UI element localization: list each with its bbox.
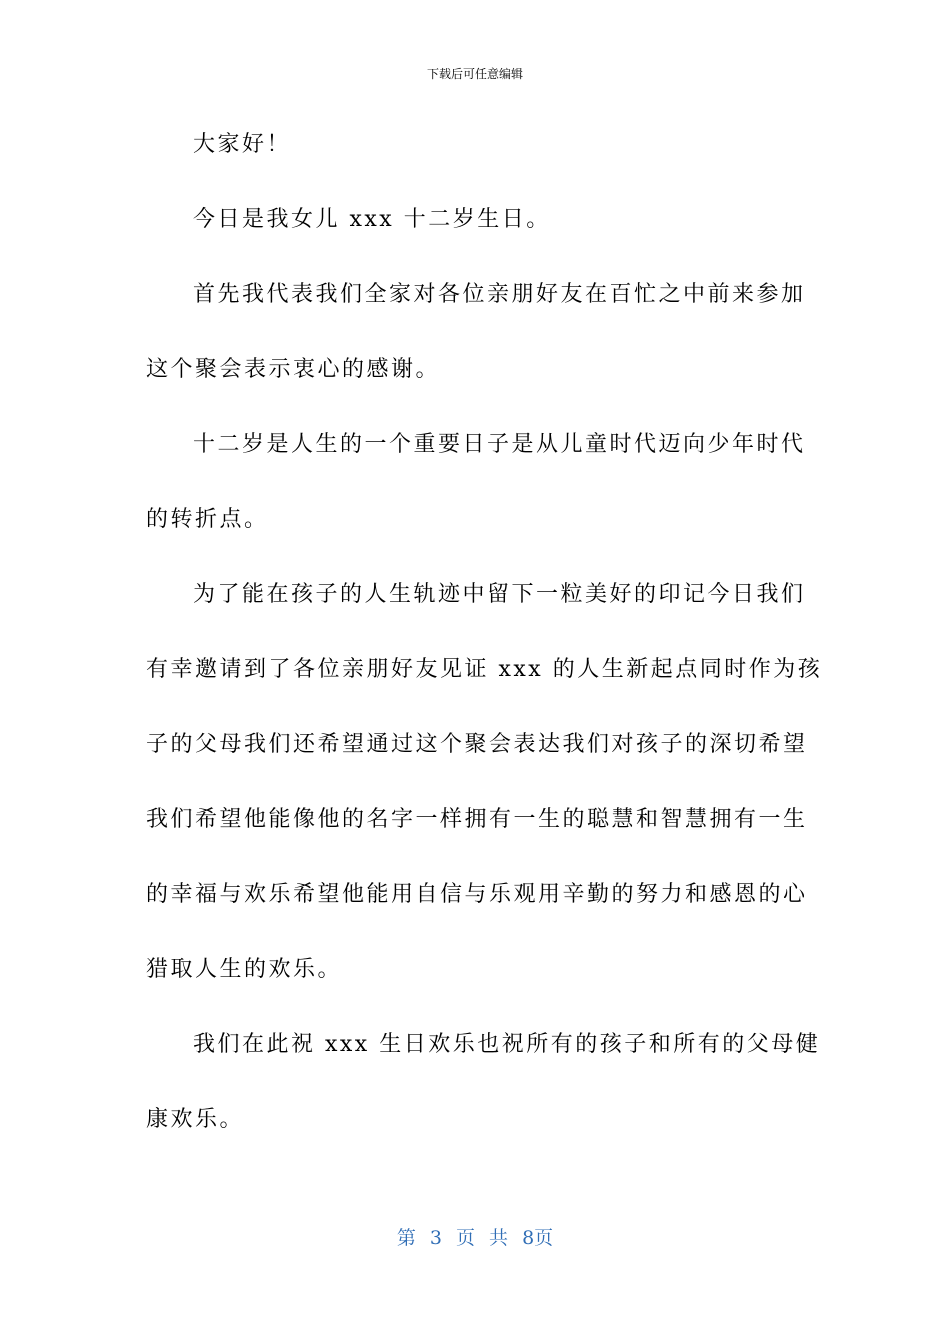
text-line: 我们希望他能像他的名字一样拥有一生的聪慧和智慧拥有一生 [146, 807, 808, 832]
text-line: 猎取人生的欢乐。 [146, 957, 343, 982]
text-line: 为了能在孩子的人生轨迹中留下一粒美好的印记今日我们 [193, 582, 806, 607]
text-line: 十二岁是人生的一个重要日子是从儿童时代迈向少年时代 [193, 432, 806, 457]
text-line: 首先我代表我们全家对各位亲朋好友在百忙之中前来参加 [193, 282, 806, 307]
page-header: 下载后可任意编辑 [426, 67, 523, 81]
text-line: 的转折点。 [146, 507, 269, 532]
text-line: 今日是我女儿 xxx 十二岁生日。 [193, 207, 551, 232]
text-line: 我们在此祝 xxx 生日欢乐也祝所有的孩子和所有的父母健 [193, 1032, 821, 1057]
text-line: 子的父母我们还希望通过这个聚会表达我们对孩子的深切希望 [146, 732, 808, 757]
text-line: 这个聚会表示衷心的感谢。 [146, 357, 441, 382]
text-line: 大家好！ [193, 132, 292, 157]
text-line: 康欢乐。 [146, 1107, 245, 1132]
text-line: 的幸福与欢乐希望他能用自信与乐观用辛勤的努力和感恩的心 [146, 882, 808, 907]
document-body [146, 126, 823, 1176]
text-line: 有幸邀请到了各位亲朋好友见证 xxx 的人生新起点同时作为孩 [146, 657, 823, 682]
page-number-footer: 第 3 页 共 8页 [396, 1227, 554, 1249]
